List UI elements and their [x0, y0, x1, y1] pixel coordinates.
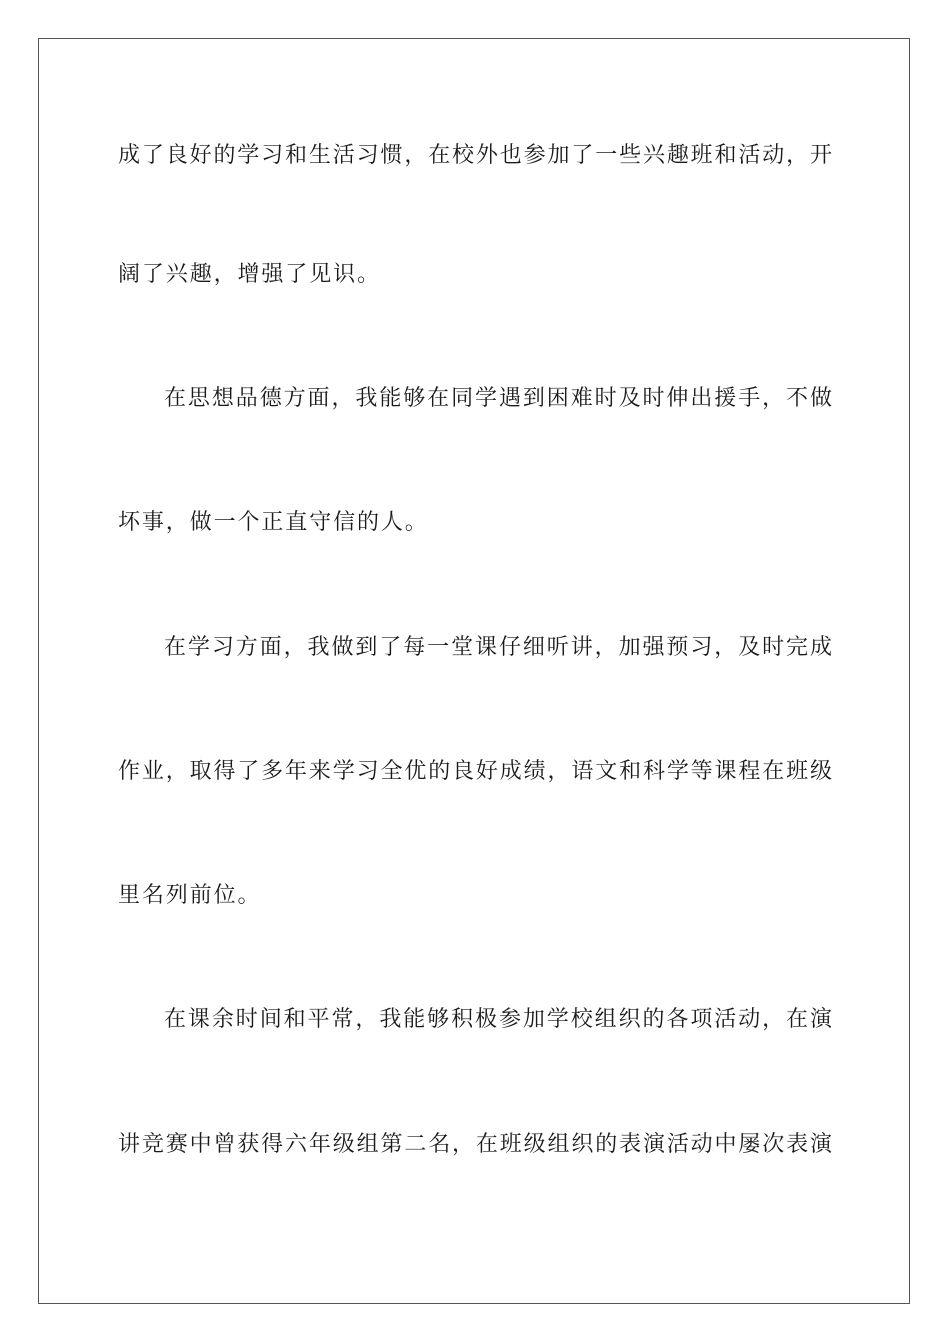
page-border	[38, 38, 910, 1304]
text-line-7: 里名列前位。	[118, 883, 262, 908]
text-line-2: 阔了兴趣，增强了见识。	[118, 262, 381, 287]
text-line-4: 坏事，做一个正直守信的人。	[118, 510, 429, 535]
text-line-1: 成了良好的学习和生活习惯，在校外也参加了一些兴趣班和活动，开	[118, 143, 832, 168]
text-line-8: 在课余时间和平常，我能够积极参加学校组织的各项活动，在演	[164, 1007, 832, 1032]
text-line-5: 在学习方面，我做到了每一堂课仔细听讲，加强预习，及时完成	[164, 635, 832, 660]
text-line-3: 在思想品德方面，我能够在同学遇到困难时及时伸出援手，不做	[164, 386, 832, 411]
text-line-6: 作业，取得了多年来学习全优的良好成绩，语文和科学等课程在班级	[118, 759, 832, 784]
text-line-9: 讲竞赛中曾获得六年级组第二名，在班级组织的表演活动中屡次表演	[118, 1132, 832, 1157]
